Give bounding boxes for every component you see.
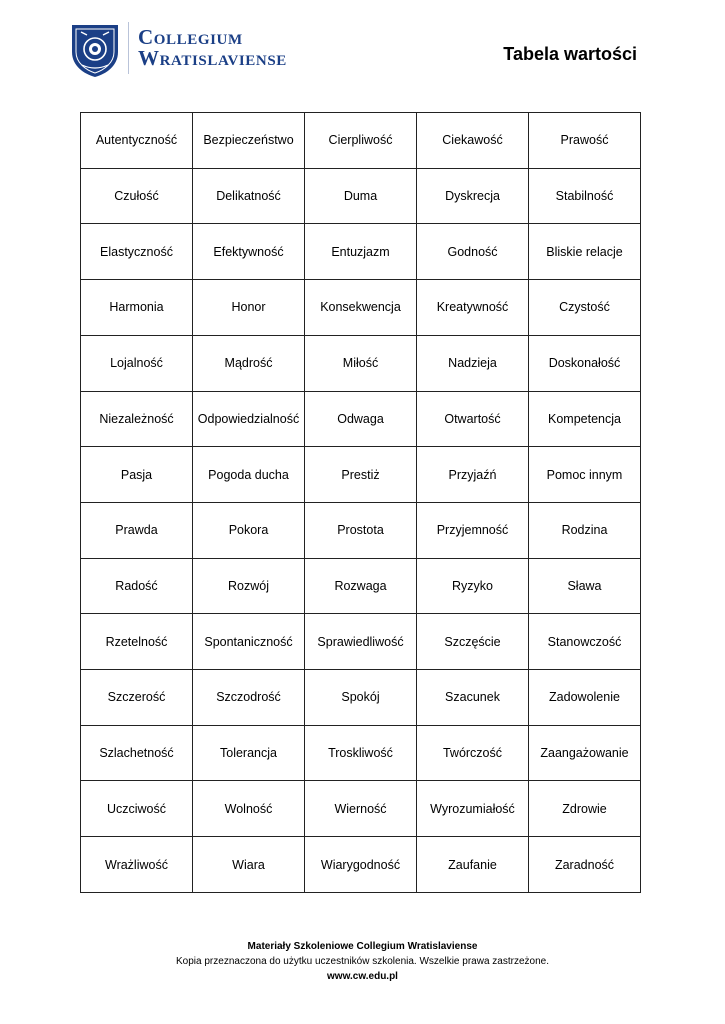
brand-line-1: Collegium — [138, 25, 243, 49]
crest-shield-icon — [68, 22, 122, 78]
table-cell: Odwaga — [305, 391, 417, 447]
table-cell: Honor — [193, 280, 305, 336]
table-cell: Harmonia — [81, 280, 193, 336]
table-cell: Wolność — [193, 781, 305, 837]
table-row — [81, 168, 641, 224]
page-title: Tabela wartości — [503, 44, 637, 64]
table-cell: Miłość — [305, 335, 417, 391]
table-cell: Pogoda ducha — [193, 447, 305, 503]
table-cell: Entuzjazm — [305, 224, 417, 280]
table-cell: Delikatność — [193, 168, 305, 224]
table-cell: Stabilność — [529, 168, 641, 224]
table-cell: Szczerość — [81, 670, 193, 726]
table-cell: Elastyczność — [81, 224, 193, 280]
table-row — [81, 447, 641, 503]
table-cell: Ryzyko — [417, 558, 529, 614]
table-cell: Pasja — [81, 447, 193, 503]
table-cell: Prestiż — [305, 447, 417, 503]
table-row — [81, 280, 641, 336]
table-cell: Wiara — [193, 837, 305, 893]
values-table-body — [81, 113, 641, 893]
table-row — [81, 224, 641, 280]
table-cell: Twórczość — [417, 725, 529, 781]
table-row — [81, 670, 641, 726]
table-cell: Prawość — [529, 113, 641, 169]
table-cell: Kompetencja — [529, 391, 641, 447]
table-cell: Nadzieja — [417, 335, 529, 391]
table-cell: Czułość — [81, 168, 193, 224]
brand-line-2: Wratislaviense — [138, 46, 287, 70]
page-header — [0, 0, 725, 100]
table-row — [81, 725, 641, 781]
table-cell: Tolerancja — [193, 725, 305, 781]
table-cell: Efektywność — [193, 224, 305, 280]
table-row — [81, 335, 641, 391]
table-cell: Konsekwencja — [305, 280, 417, 336]
table-cell: Niezależność — [81, 391, 193, 447]
table-cell: Szczodrość — [193, 670, 305, 726]
table-cell: Rozwaga — [305, 558, 417, 614]
table-cell: Mądrość — [193, 335, 305, 391]
table-cell: Zdrowie — [529, 781, 641, 837]
table-cell: Cierpliwość — [305, 113, 417, 169]
table-row — [81, 781, 641, 837]
table-cell: Rzetelność — [81, 614, 193, 670]
header-divider — [128, 22, 129, 74]
table-cell: Szczęście — [417, 614, 529, 670]
footer-website: www.cw.edu.pl — [327, 971, 398, 982]
footer-copyright: Kopia przeznaczona do użytku uczestników szkolenia. Wszelkie prawa zastrzeżone. — [176, 956, 549, 967]
table-cell: Spontaniczność — [193, 614, 305, 670]
table-cell: Radość — [81, 558, 193, 614]
table-cell: Zaufanie — [417, 837, 529, 893]
table-cell: Zaradność — [529, 837, 641, 893]
table-cell: Doskonałość — [529, 335, 641, 391]
table-cell: Sława — [529, 558, 641, 614]
table-row — [81, 558, 641, 614]
table-cell: Lojalność — [81, 335, 193, 391]
table-cell: Przyjemność — [417, 502, 529, 558]
table-cell: Wiarygodność — [305, 837, 417, 893]
table-cell: Zadowolenie — [529, 670, 641, 726]
table-cell: Szacunek — [417, 670, 529, 726]
table-cell: Wrażliwość — [81, 837, 193, 893]
table-row — [81, 391, 641, 447]
table-cell: Przyjaźń — [417, 447, 529, 503]
table-cell: Troskliwość — [305, 725, 417, 781]
table-cell: Autentyczność — [81, 113, 193, 169]
table-cell: Pomoc innym — [529, 447, 641, 503]
table-cell: Otwartość — [417, 391, 529, 447]
table-cell: Ciekawość — [417, 113, 529, 169]
table-cell: Kreatywność — [417, 280, 529, 336]
footer-title: Materiały Szkoleniowe Collegium Wratislaviense — [247, 941, 478, 952]
table-cell: Rodzina — [529, 502, 641, 558]
table-cell: Zaangażowanie — [529, 725, 641, 781]
table-cell: Sprawiedliwość — [305, 614, 417, 670]
table-cell: Bezpieczeństwo — [193, 113, 305, 169]
table-row — [81, 614, 641, 670]
values-table — [80, 112, 641, 893]
table-cell: Prostota — [305, 502, 417, 558]
table-cell: Wierność — [305, 781, 417, 837]
table-cell: Spokój — [305, 670, 417, 726]
table-cell: Stanowczość — [529, 614, 641, 670]
table-cell: Wyrozumiałość — [417, 781, 529, 837]
table-row — [81, 502, 641, 558]
table-row — [81, 837, 641, 893]
table-cell: Godność — [417, 224, 529, 280]
brand-logotype — [138, 27, 287, 69]
table-row — [81, 113, 641, 169]
table-cell: Bliskie relacje — [529, 224, 641, 280]
table-cell: Rozwój — [193, 558, 305, 614]
table-cell: Uczciwość — [81, 781, 193, 837]
page-footer — [0, 939, 725, 984]
table-cell: Pokora — [193, 502, 305, 558]
table-cell: Prawda — [81, 502, 193, 558]
table-cell: Czystość — [529, 280, 641, 336]
table-cell: Odpowiedzialność — [193, 391, 305, 447]
table-cell: Duma — [305, 168, 417, 224]
table-cell: Szlachetność — [81, 725, 193, 781]
table-cell: Dyskrecja — [417, 168, 529, 224]
